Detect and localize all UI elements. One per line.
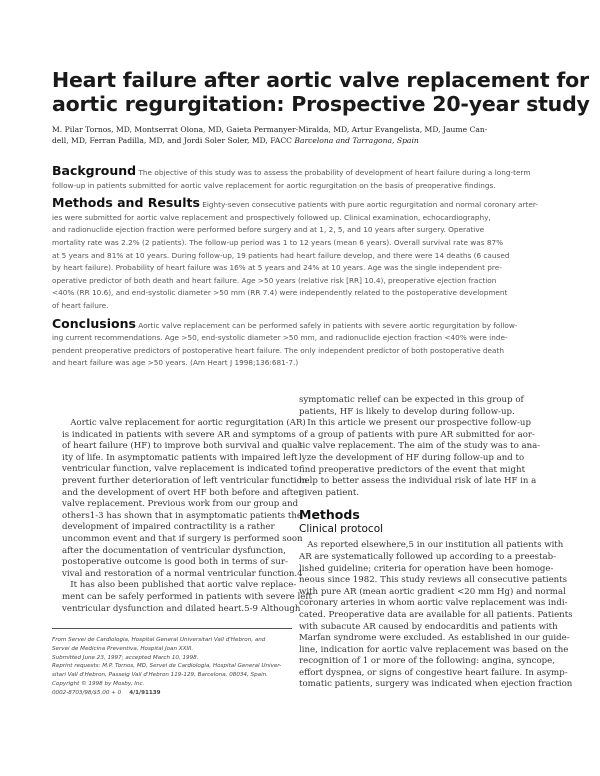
body-text-line: Aortic valve replacement for aortic regurgitation (AR) — [62, 418, 306, 428]
abstract-background — [52, 164, 572, 192]
body-text-line: recognition of 1 or more of the following: angina, syncope, — [299, 656, 555, 667]
abstract-conclusions — [52, 317, 572, 370]
abstract-text: operative predictor of both death and heart failure. Age >50 years (relative risk [RR] 10.4), preoperative ejection fraction — [52, 275, 497, 285]
body-text-line: Marfan syndrome were excluded. As established in our guide- — [299, 633, 570, 644]
body-text-line: given patient. — [299, 487, 360, 498]
abstract-methods-results — [52, 196, 572, 312]
body-text-line: ity of life. In asymptomatic patients with impaired left — [62, 452, 298, 463]
abstract-heading-background: Background — [52, 163, 137, 178]
footnote-divider — [52, 628, 292, 629]
article-code: 4/1/91139 — [129, 689, 161, 696]
abstract-text: follow-up in patients submitted for aortic valve replacement for aortic regurgitation on the basis of preoperative findings. — [52, 180, 496, 190]
body-text-line: is indicated in patients with severe AR and symptoms — [62, 429, 296, 440]
right-column — [299, 395, 573, 691]
body-text-line: valve replacement. Previous work from our group and — [62, 499, 299, 510]
author-list — [52, 124, 572, 146]
body-text-line: It has also been published that aortic valve replace- — [62, 580, 297, 591]
author-location: Barcelona and Tarragona, Spain — [294, 136, 419, 145]
section-heading-methods: Methods — [299, 507, 360, 523]
title-line: aortic regurgitation: Prospective 20-year study — [52, 92, 590, 116]
body-text-line: with subacute AR caused by endocarditis and patients with — [299, 621, 558, 632]
body-text-line: of heart failure (HF) to improve both survival and qual- — [62, 441, 304, 452]
title-line: Heart failure after aortic valve replacement for — [52, 68, 589, 92]
abstract-heading-methods-results: Methods and Results — [52, 195, 200, 211]
body-text-line: vival and restoration of a normal ventricular function.4 — [62, 568, 303, 579]
author-line: dell, MD, Ferran Padilla, MD, and Jordi Soler Soler, MD, FACC — [52, 136, 292, 145]
body-text-line: cated. Preoperative data are available for all patients. Patients — [299, 609, 573, 620]
abstract — [52, 164, 572, 370]
subsection-heading-clinical-protocol: Clinical protocol — [299, 523, 384, 536]
body-text-line: line, indication for aortic valve replacement was based on the — [299, 644, 569, 655]
left-column — [62, 418, 312, 615]
body-text-line: tic valve replacement. The aim of the study was to ana- — [299, 441, 541, 452]
body-text-line: ventricular dysfunction and dilated heart.5-9 Although — [62, 603, 301, 614]
footnote-line: sitari Vall d'Hebron, Passeig Vall d'Hebron 119-129, Barcelona, 08034, Spain. — [52, 672, 268, 679]
body-text-line: patients, HF is likely to develop during follow-up. — [299, 406, 515, 417]
abstract-text: ies were submitted for aortic valve replacement and prospectively followed up. Clinical examination, echocardiography, — [52, 212, 491, 222]
footnote-line: 0002-8703/98/$5.00 + 0 — [52, 689, 122, 696]
body-text-line: tomatic patients, surgery was indicated when ejection fraction — [299, 679, 573, 690]
abstract-text: ing current recommendations. Age >50, end-systolic diameter >50 mm, and radionuclide ejection fraction <40% were inde- — [52, 333, 508, 343]
body-text-line: with pure AR (mean aortic gradient <20 mm Hg) and normal — [299, 586, 566, 597]
footnote-line: Servei de Medicina Preventiva, Hospital Joan XXIII. — [52, 645, 194, 652]
footnote-line: Copyright © 1998 by Mosby, Inc. — [52, 680, 145, 687]
abstract-text: of heart failure. — [52, 300, 109, 310]
body-text-line: coronary arteries in whom aortic valve replacement was indi- — [299, 598, 568, 609]
body-text-line: postoperative outcome is good both in terms of sur- — [62, 557, 288, 568]
abstract-text: and radionuclide ejection fraction were performed before surgery and at 1, 2, 5, and 10 years after surgery. Operative — [52, 225, 485, 235]
body-text-line: others1-3 has shown that in asymptomatic patients the — [62, 510, 302, 521]
abstract-text: by heart failure). Probability of heart failure was 16% at 5 years and 24% at 10 years. Age was the single independent pre- — [52, 263, 502, 273]
article-title — [52, 68, 590, 116]
body-text-line: development of impaired contractility is a rather — [62, 522, 275, 533]
body-text-line: of a group of patients with pure AR submitted for aor- — [299, 429, 535, 440]
body-text-line: neous since 1982. This study reviews all consecutive patients — [299, 575, 568, 586]
body-text-line: In this article we present our prospective follow-up — [299, 418, 531, 429]
body-text-line: and the development of overt HF both before and after — [62, 487, 303, 498]
body-text-line: AR are systematically followed up according to a preestab- — [299, 551, 557, 562]
abstract-text: Eighty-seven consecutive patients with pure aortic regurgitation and normal coronary arter- — [199, 200, 539, 210]
footnote-line: From Servei de Cardiologia, Hospital General Universitari Vall d'Hebron, and — [52, 637, 266, 643]
body-text-line: uncommon event and that if surgery is performed soon — [62, 533, 303, 544]
body-text-line: ment can be safely performed in patients with severe left — [62, 591, 312, 602]
body-text-line: help to better assess the individual risk of late HF in a — [299, 476, 537, 487]
abstract-text: pendent preoperative predictors of postoperative heart failure. The only independent predictor of both postoperative death — [52, 345, 504, 355]
abstract-text: mortality rate was 2.2% (2 patients). The follow-up period was 1 to 12 years (mean 6 years). Overall survival rate was 87% — [52, 237, 504, 247]
abstract-text: The objective of this study was to assess the probability of development of heart failure during a long-term — [136, 168, 531, 177]
body-text-line: symptomatic relief can be expected in this group of — [299, 395, 524, 405]
footnotes — [52, 636, 281, 698]
footnote-line: Submitted June 23, 1997; accepted March 10, 1998. — [52, 654, 199, 661]
abstract-text: at 5 years and 81% at 10 years. During follow-up, 19 patients had heart failure develop, and there were 14 deaths (6 caused — [52, 250, 510, 260]
body-text-line: prevent further deterioration of left ventricular function — [62, 475, 308, 486]
body-text-line: after the documentation of ventricular dysfunction, — [62, 545, 286, 556]
body-text-line: ventricular function, valve replacement is indicated to — [62, 464, 299, 475]
footnote-line: Reprint requests: M.P. Tornos, MD, Servei de Cardiologia, Hospital General Univer- — [52, 663, 282, 670]
abstract-text: and heart failure was age >50 years. (Am Heart J 1998;136:681-7.) — [52, 358, 299, 368]
body-text-line: effort dyspnea, or signs of congestive heart failure. In asymp- — [299, 667, 568, 678]
abstract-heading-conclusions: Conclusions — [52, 315, 136, 331]
body-text-line: lished guideline; criteria for operation have been homoge- — [299, 563, 554, 574]
body-text-line: find preoperative predictors of the event that might — [299, 464, 526, 475]
author-line: M. Pilar Tornos, MD, Montserrat Olona, MD, Gaieta Permanyer-Miralda, MD, Artur Evangelista, MD, Jaume Can- — [52, 125, 488, 134]
body-text-line: lyze the development of HF during follow-up and to — [299, 452, 525, 463]
abstract-text: <40% (RR 10.6), and end-systolic diameter >50 mm (RR 7.4) were independently related to the postoperative development — [52, 288, 508, 298]
body-text-line: As reported elsewhere,5 in our institution all patients with — [299, 540, 564, 551]
abstract-text: Aortic valve replacement can be performed safely in patients with severe aortic regurgitation by follow- — [135, 320, 518, 330]
